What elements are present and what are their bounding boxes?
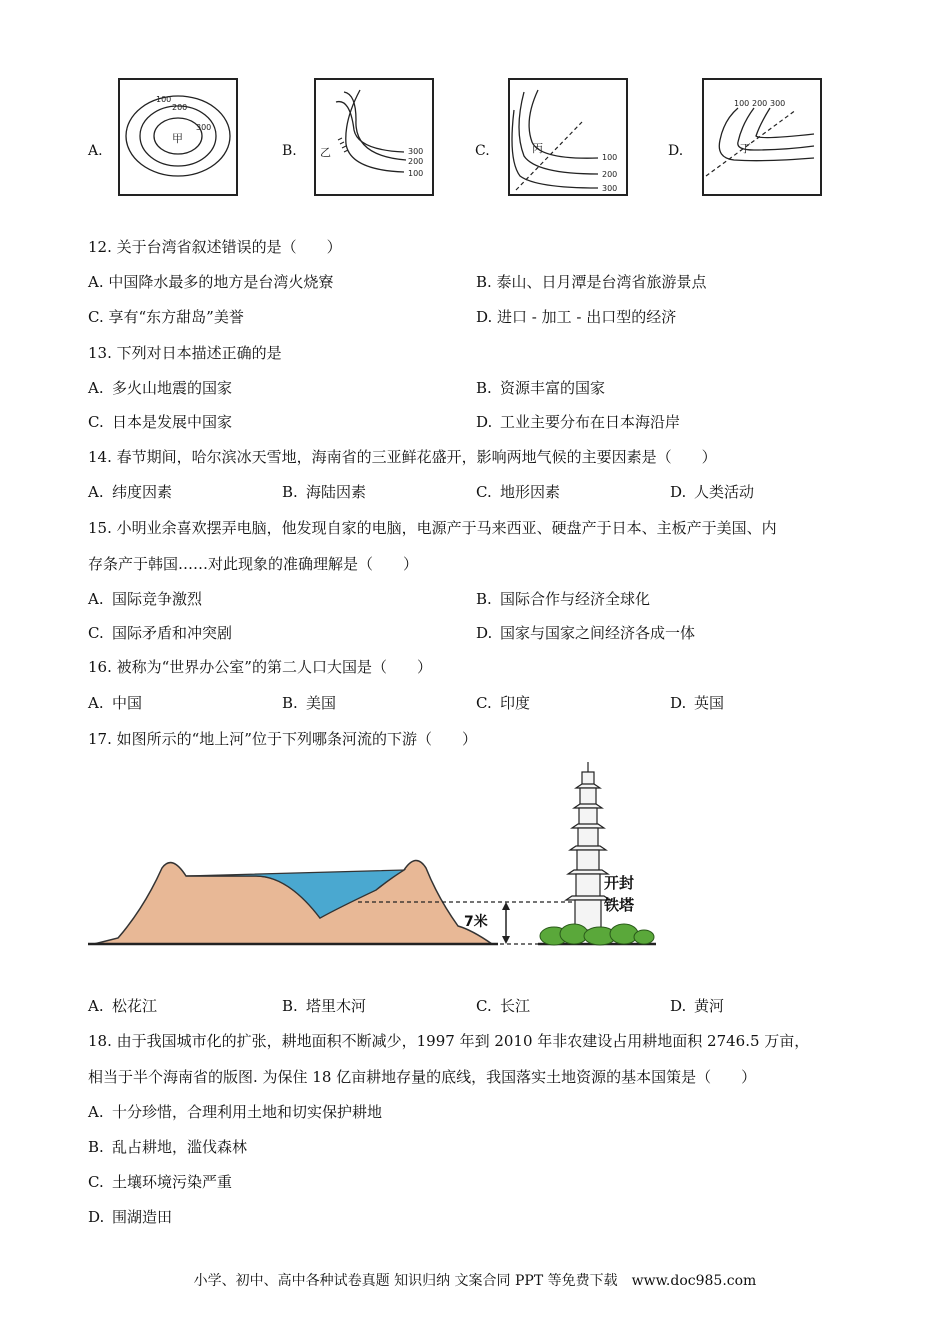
option-text: 塔里木河 [306, 997, 367, 1015]
option-d-label[interactable]: D. [668, 143, 684, 159]
contour-label-200: 200 [172, 103, 188, 112]
option-text: 国家与国家之间经济各成一体 [500, 624, 696, 642]
contour-label-300: 300 [770, 99, 786, 108]
option-letter: B. [476, 590, 492, 608]
elevated-river-figure [88, 758, 668, 952]
option-text: 国际合作与经济全球化 [500, 590, 651, 608]
q17-option-c[interactable] [476, 995, 530, 1016]
q17-option-a[interactable] [88, 995, 157, 1016]
q12-option-a[interactable]: A. 中国降水最多的地方是台湾火烧寮 [88, 273, 334, 291]
q18-option-b[interactable] [88, 1136, 247, 1157]
q13-option-b[interactable] [476, 377, 605, 398]
option-letter: A. [88, 997, 104, 1015]
q16-option-b[interactable] [282, 692, 336, 713]
option-letter: C. [88, 624, 104, 642]
q14-option-c[interactable] [476, 481, 560, 502]
option-letter: A. [88, 483, 104, 501]
contour-label-200: 200 [408, 157, 424, 166]
option-text: 地形因素 [500, 483, 561, 501]
option-letter: A. [88, 379, 104, 397]
q17-option-d[interactable] [670, 995, 724, 1016]
option-text: 乱占耕地，滥伐森林 [112, 1138, 248, 1156]
contour-label-100: 100 [734, 99, 750, 108]
option-letter: C. [476, 694, 492, 712]
contour-map-c [508, 78, 628, 196]
option-text: 中国 [112, 694, 143, 712]
q16-option-d[interactable] [670, 692, 724, 713]
q13-option-a[interactable] [88, 377, 232, 398]
q12-option-d[interactable]: D. 进口 - 加工 - 出口型的经济 [476, 308, 677, 326]
contour-label-300: 300 [408, 147, 424, 156]
contour-label-100: 100 [408, 169, 424, 178]
contour-map-b [314, 78, 434, 196]
option-text: 资源丰富的国家 [500, 379, 606, 397]
option-text: 国际矛盾和冲突剧 [112, 624, 233, 642]
option-letter: A. [88, 1103, 104, 1121]
shrubs [540, 924, 654, 945]
option-text: 工业主要分布在日本海沿岸 [500, 413, 681, 431]
contour-label-300: 300 [196, 123, 212, 132]
option-b-label[interactable]: B. [282, 143, 297, 159]
option-letter: A. [88, 590, 104, 608]
option-text: 松花江 [112, 997, 158, 1015]
question-12-stem: 12. 关于台湾省叙述错误的是（ ） [88, 238, 342, 256]
option-text: 印度 [500, 694, 531, 712]
contour-map-b-drawing [316, 80, 432, 194]
question-16-stem: 16. 被称为“世界办公室”的第二人口大国是（ ） [88, 658, 432, 676]
tower-label-line2: 铁塔 [604, 896, 635, 914]
contour-label-100: 100 [156, 95, 172, 104]
option-text: 海陆因素 [306, 483, 367, 501]
option-letter: D. [476, 624, 493, 642]
q16-option-a[interactable] [88, 692, 142, 713]
question-13-stem: 13. 下列对日本描述正确的是 [88, 344, 282, 362]
q12-option-b[interactable]: B. 泰山、日月潭是台湾省旅游景点 [476, 273, 707, 291]
q15-option-b[interactable] [476, 588, 650, 609]
option-letter: C. [88, 1173, 104, 1191]
option-letter: D. [670, 483, 687, 501]
q18-option-a[interactable] [88, 1101, 382, 1122]
q18-option-d[interactable] [88, 1206, 172, 1227]
contour-map-a [118, 78, 238, 196]
option-letter: C. [88, 413, 104, 431]
q14-option-d[interactable] [670, 481, 754, 502]
option-letter: D. [476, 413, 493, 431]
contour-label-100: 100 [602, 153, 618, 162]
q15-option-d[interactable] [476, 622, 695, 643]
option-text: 十分珍惜，合理利用土地和切实保护耕地 [112, 1103, 383, 1121]
question-15-stem-line1: 15. 小明业余喜欢摆弄电脑，他发现自家的电脑，电源产于马来西亚、硬盘产于日本、主板产于美国、内 [88, 519, 777, 537]
option-letter: B. [282, 483, 298, 501]
contour-map-d-drawing [704, 80, 820, 194]
contour-label-300: 300 [602, 184, 618, 193]
option-text: 纬度因素 [112, 483, 173, 501]
contour-label-200: 200 [752, 99, 768, 108]
option-letter: B. [88, 1138, 104, 1156]
option-text: 国际竞争激烈 [112, 590, 203, 608]
q16-option-c[interactable] [476, 692, 530, 713]
question-14-stem: 14. 春节期间，哈尔滨冰天雪地，海南省的三亚鲜花盛开，影响两地气候的主要因素是（ ） [88, 448, 717, 466]
q17-option-b[interactable] [282, 995, 366, 1016]
option-letter: B. [476, 379, 492, 397]
option-text: 美国 [306, 694, 337, 712]
tower-label-line1: 开封 [604, 874, 635, 892]
point-label: 丙 [532, 142, 543, 155]
option-text: 日本是发展中国家 [112, 413, 233, 431]
q18-option-c[interactable] [88, 1171, 232, 1192]
option-letter: A. [88, 694, 104, 712]
contour-label-200: 200 [602, 170, 618, 179]
option-text: 土壤环境污染严重 [112, 1173, 233, 1191]
question-18-stem-line2: 相当于半个海南省的版图. 为保住 18 亿亩耕地存量的底线，我国落实土地资源的基本国策是（ ） [88, 1068, 757, 1086]
page-footer: 小学、初中、高中各种试卷真题 知识归纳 文案合同 PPT 等免费下载 www.doc985.com [193, 1273, 757, 1289]
option-text: 英国 [694, 694, 725, 712]
option-letter: D. [670, 694, 687, 712]
height-label: 7米 [464, 914, 488, 930]
q12-option-c[interactable]: C. 享有“东方甜岛”美誉 [88, 308, 244, 326]
contour-map-c-drawing [510, 80, 626, 194]
option-letter: C. [476, 997, 492, 1015]
contour-map-d [702, 78, 822, 196]
option-text: 围湖造田 [112, 1208, 173, 1226]
option-c-label[interactable]: C. [475, 143, 490, 159]
question-18-stem-line1: 18. 由于我国城市化的扩张，耕地面积不断减少，1997 年到 2010 年非农建设占用耕地面积 2746.5 万亩， [88, 1032, 810, 1050]
point-label: 乙 [320, 146, 331, 159]
question-15-stem-line2: 存条产于韩国……对此现象的准确理解是（ ） [88, 555, 419, 573]
option-text: 黄河 [694, 997, 725, 1015]
option-letter: D. [88, 1208, 105, 1226]
contour-map-a-drawing [120, 80, 236, 194]
point-label: 丁 [740, 142, 751, 155]
option-a-label[interactable]: A. [88, 143, 103, 159]
option-text: 多火山地震的国家 [112, 379, 233, 397]
option-text: 人类活动 [694, 483, 755, 501]
q13-option-d[interactable] [476, 411, 680, 432]
point-label: 甲 [172, 132, 183, 145]
q15-option-c[interactable] [88, 622, 232, 643]
q14-option-b[interactable] [282, 481, 366, 502]
q13-option-c[interactable] [88, 411, 232, 432]
option-text: 长江 [500, 997, 531, 1015]
q15-option-a[interactable] [88, 588, 202, 609]
option-letter: D. [670, 997, 687, 1015]
question-17-stem: 17. 如图所示的“地上河”位于下列哪条河流的下游（ ） [88, 730, 477, 748]
option-letter: B. [282, 694, 298, 712]
q14-option-a[interactable] [88, 481, 172, 502]
option-letter: C. [476, 483, 492, 501]
option-letter: B. [282, 997, 298, 1015]
